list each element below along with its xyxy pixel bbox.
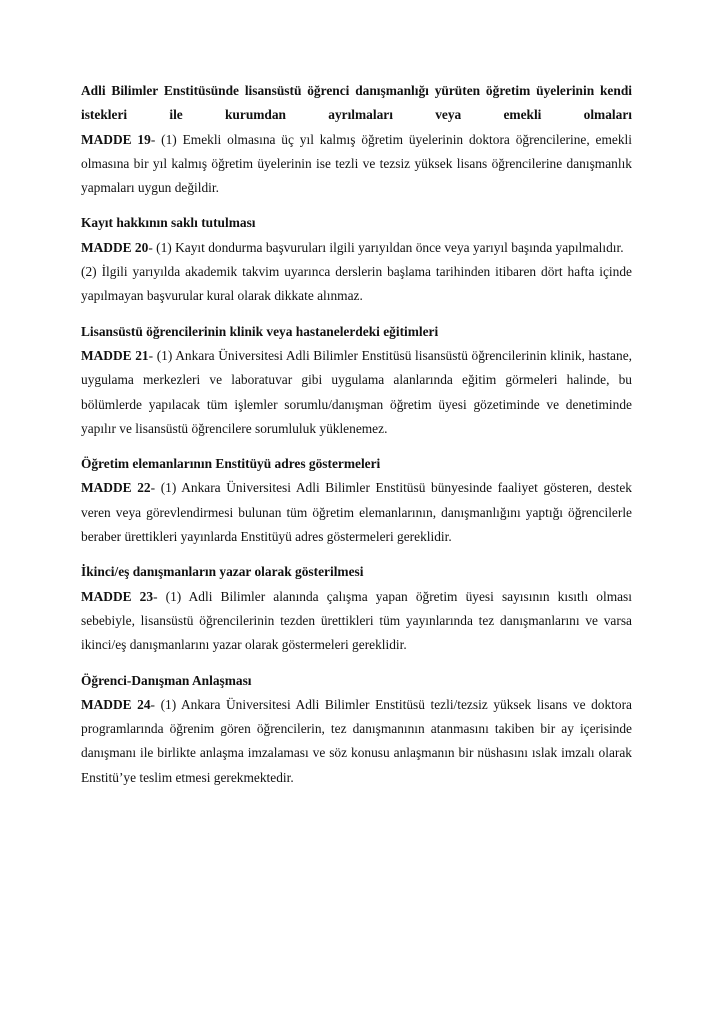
article-21-number: MADDE 21 [81,347,149,363]
article-23-section [81,560,632,657]
article-24-paragraph-1 [81,693,632,790]
article-23-paragraph-1 [81,585,632,658]
article-20-paragraph-1 [81,236,632,260]
article-23-text-1: - (1) Adli Bilimler alanında çalışma yapan öğretim üyesi sayısının kısıtlı olması sebebiyle, lisansüstü öğrencilerinin tezden ürettikleri tüm yayınlarında tez danışmanlarını ve varsa ikinci/eş danışmanlarını yazar olarak göstermeleri gereklidir. [81,588,632,653]
article-20-number: MADDE 20 [81,239,149,255]
article-20-section [81,211,632,308]
article-20-heading: Kayıt hakkının saklı tutulması [81,215,256,231]
article-22-heading: Öğretim elemanlarının Enstitüyü adres göstermeleri [81,456,381,472]
article-23-number: MADDE 23 [81,588,154,604]
article-21-section [81,320,632,441]
article-24-section [81,669,632,790]
article-24-number: MADDE 24 [81,696,151,712]
document-body [81,79,632,801]
article-24-text-1: - (1) Ankara Üniversitesi Adli Bilimler Enstitüsü tezli/tezsiz yüksek lisans ve doktora programlarında öğrenim gören öğrencilerin, tez danışmanının atanmasını takiben bir ay içerisinde danışmanı ile birlikte anlaşma imzalaması ve söz konusu anlaşmanın bir nüshasını ıslak imzalı olarak Enstitü’ye teslim etmesi gerekmektedir. [81,696,632,785]
article-21-heading: Lisansüstü öğrencilerinin klinik veya hastanelerdeki eğitimleri [81,323,439,339]
article-20-text-1: - (1) Kayıt dondurma başvuruları ilgili yarıyıldan önce veya yarıyıl başında yapılmalıdır. [148,239,624,255]
article-22-section [81,452,632,549]
article-20-paragraph-2: (2) İlgili yarıyılda akademik takvim uyarınca derslerin başlama tarihinden itibaren dört hafta içinde yapılmayan başvurular kural olarak dikkate alınmaz. [81,264,632,304]
article-22-text-1: - (1) Ankara Üniversitesi Adli Bilimler Enstitüsü bünyesinde faaliyet gösteren, destek veren veya görevlendirmesi bulunan tüm öğretim elemanlarının, danışmanlığını yaptığı öğrencilerle beraber ürettikleri yayınlarda Enstitüyü adres göstermeleri gereklidir. [81,480,632,545]
article-19-paragraph-1 [81,128,632,201]
article-24-heading: Öğrenci-Danışman Anlaşması [81,672,252,688]
article-23-heading: İkinci/eş danışmanların yazar olarak gösterilmesi [81,564,364,580]
article-19-number: MADDE 19 [81,131,151,147]
article-22-number: MADDE 22 [81,480,151,496]
article-19-section [81,79,632,200]
article-21-text-1: - (1) Ankara Üniversitesi Adli Bilimler Enstitüsü lisansüstü öğrencilerinin klinik, hastane, uygulama merkezleri ve laboratuvar gibi uygulama alanlarında eğitim görmeleri halinde, bu bölümlerde yapılacak tüm işlemler sorumlu/danışman öğretim üyesi gözetiminde ve denetiminde yapılır ve lisansüstü öğrencilere sorumluluk yüklenemez. [81,347,632,436]
article-19-text-1: - (1) Emekli olmasına üç yıl kalmış öğretim üyelerinin doktora öğrencilerine, emekli olmasına bir yıl kalmış öğretim üyelerinin ise tezli ve tezsiz yüksek lisans öğrencilerine danışmanlık yapmaları uygun değildir. [81,131,632,196]
article-22-paragraph-1 [81,476,632,549]
article-21-paragraph-1 [81,344,632,441]
article-19-heading: Adli Bilimler Enstitüsünde lisansüstü öğrenci danışmanlığı yürüten öğretim üyelerinin kendi istekleri ile kurumdan ayrılmaları veya emekli olmaları [81,83,632,123]
